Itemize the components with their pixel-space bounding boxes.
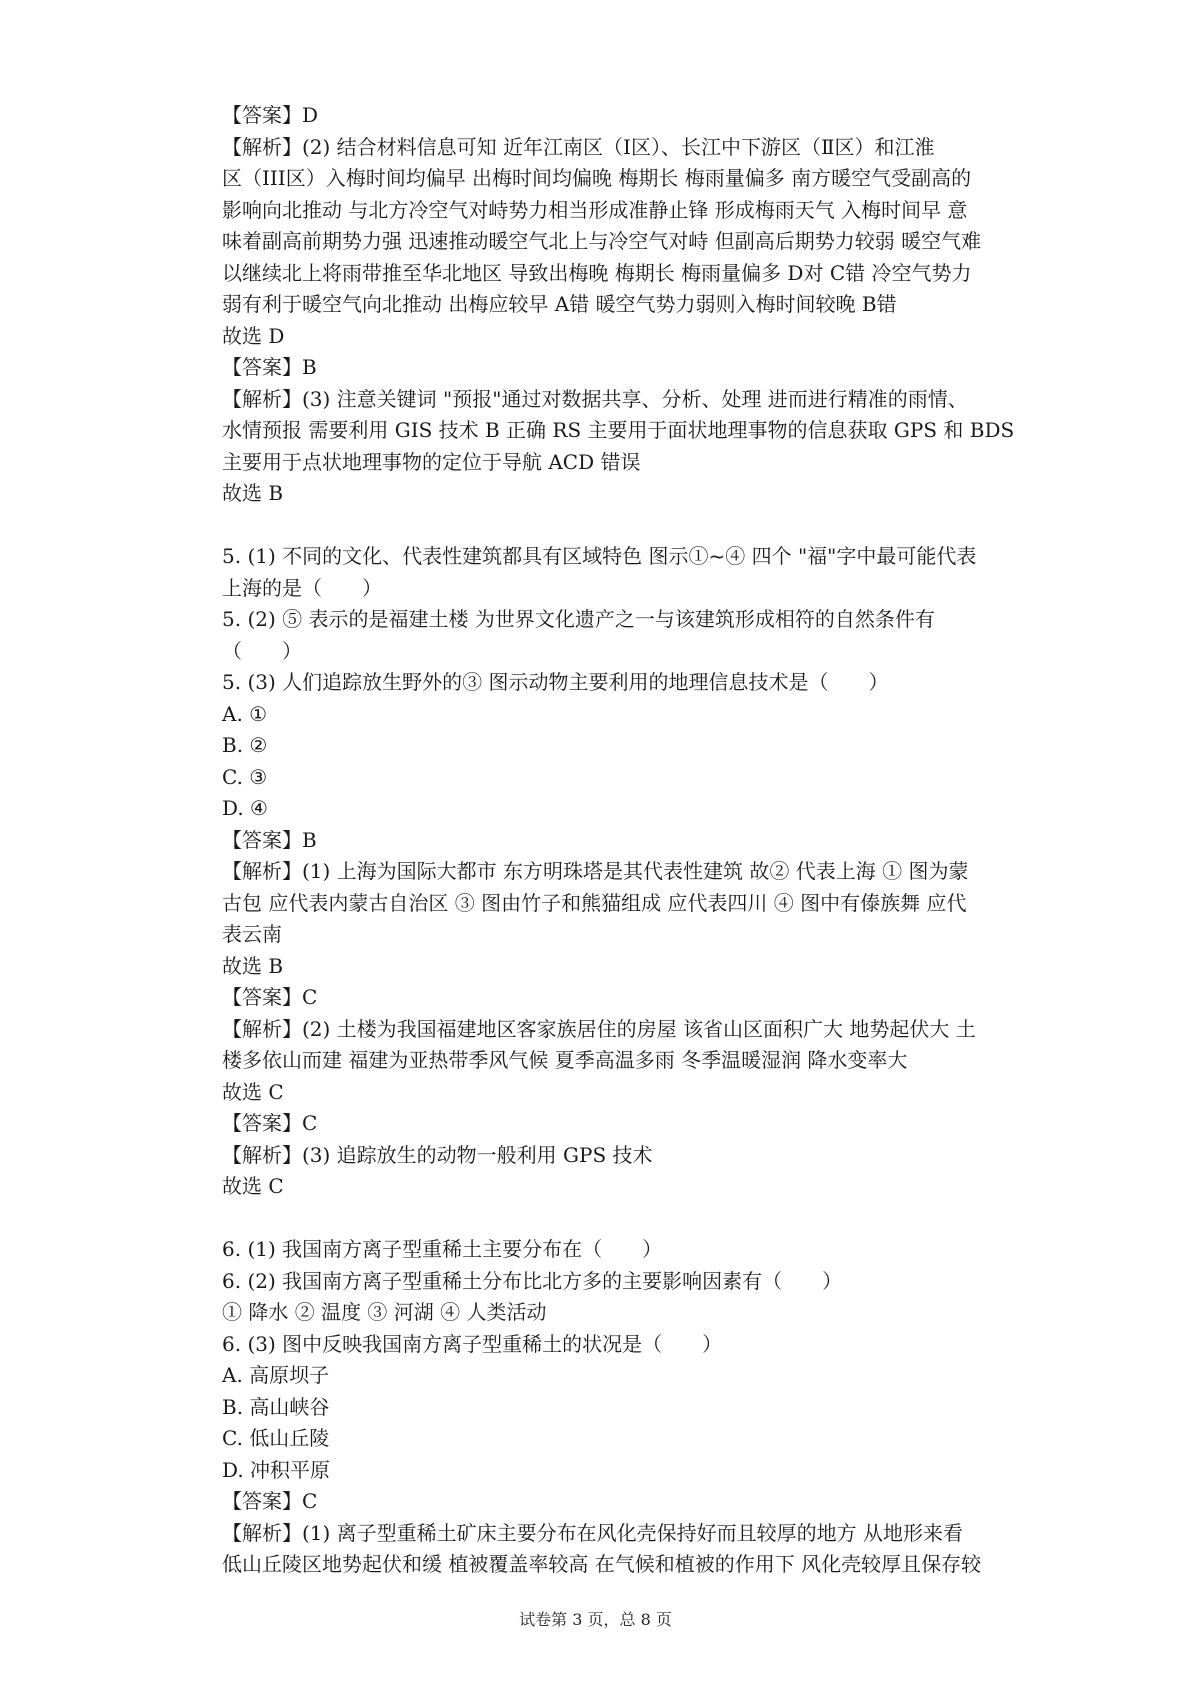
blank-line [222,510,1022,542]
text-line: 故选 D [222,323,285,348]
text-line: 6. (3) 图中反映我国南方离子型重稀土的状况是（ ） [222,1331,723,1356]
text-line: 【答案】C [222,1111,318,1135]
text-line: C. 低山丘陵 [222,1426,330,1450]
text-line: A. ① [222,701,268,726]
text-line: 【答案】B [222,355,317,379]
page-body [222,100,1022,1581]
text-line: 【答案】C [222,985,318,1009]
text-line: ① 降水 ② 温度 ③ 河湖 ④ 人类活动 [222,1300,547,1324]
text-line: 【解析】(3) 注意关键词 "预报"通过对数据共享、分析、处理 进而进行精准的雨情、 [222,386,968,411]
text-line: D. 冲积平原 [222,1457,331,1482]
text-line: 6. (2) 我国南方离子型重稀土分布比北方多的主要影响因素有（ ） [222,1268,843,1293]
text-line: 以继续北上将雨带推至华北地区 导致出梅晚 梅期长 梅雨量偏多 D对 C错 冷空气势力 [222,260,972,285]
text-line: 弱有利于暖空气向北推动 出梅应较早 A错 暖空气势力弱则入梅时间较晚 B错 [222,292,897,316]
text-line: 楼多依山而建 福建为亚热带季风气候 夏季高温多雨 冬季温暖湿润 降水变率大 [222,1048,908,1072]
text-line: 上海的是（ ） [222,575,382,600]
text-line: 【解析】(3) 追踪放生的动物一般利用 GPS 技术 [222,1142,653,1167]
text-line: 5. (1) 不同的文化、代表性建筑都具有区域特色 图示①~④ 四个 "福"字中最可能代表 [222,544,977,568]
text-line: 影响向北推动 与北方冷空气对峙势力相当形成准静止锋 形成梅雨天气 入梅时间早 意 [222,197,968,222]
text-line: 6. (1) 我国南方离子型重稀土主要分布在（ ） [222,1237,663,1261]
text-line: B. ② [222,733,268,757]
text-line: 【解析】(2) 土楼为我国福建地区客家族居住的房屋 该省山区面积广大 地势起伏大 土 [222,1016,976,1041]
text-line: 5. (3) 人们追踪放生野外的③ 图示动物主要利用的地理信息技术是（ ） [222,670,889,694]
text-line: 味着副高前期势力强 迅速推动暖空气北上与冷空气对峙 但副高后期势力较弱 暖空气难 [222,229,982,253]
text-line: 主要用于点状地理事物的定位于导航 ACD 错误 [222,449,641,474]
text-line: 【解析】(2) 结合材料信息可知 近年江南区（Ⅰ区）、长江中下游区（Ⅱ区）和江淮 [222,134,935,159]
text-line: 古包 应代表内蒙古自治区 ③ 图由竹子和熊猫组成 应代表四川 ④ 图中有傣族舞 应代 [222,890,967,915]
text-line: 【答案】D [222,103,319,127]
text-line: D. ④ [222,796,268,820]
text-line: 故选 C [222,1174,284,1198]
text-line: A. 高原坝子 [222,1363,330,1387]
text-line: 区（III区）入梅时间均偏早 出梅时间均偏晚 梅期长 梅雨量偏多 南方暖空气受副高的 [222,166,972,190]
text-line: C. ③ [222,764,268,789]
blank-line [222,1203,1022,1235]
text-line: 故选 B [222,481,284,505]
text-line: 【解析】(1) 上海为国际大都市 东方明珠塔是其代表性建筑 故② 代表上海 ① 图为蒙 [222,859,969,883]
text-line: B. 高山峡谷 [222,1394,330,1419]
text-line: 水情预报 需要利用 GIS 技术 B 正确 RS 主要用于面状地理事物的信息获取 GPS 和 BDS [222,418,1015,442]
text-line: 故选 C [222,1079,284,1104]
text-line: 【解析】(1) 离子型重稀土矿床主要分布在风化壳保持好而且较厚的地方 从地形来看 [222,1520,964,1545]
text-line: 低山丘陵区地势起伏和缓 植被覆盖率较高 在气候和植被的作用下 风化壳较厚且保存较 [222,1552,982,1576]
text-line: 【答案】B [222,827,317,852]
text-line: 5. (2) ⑤ 表示的是福建土楼 为世界文化遗产之一与该建筑形成相符的自然条件有 [222,607,935,631]
text-line: （ ） [222,638,302,663]
text-line: 【答案】C [222,1489,318,1513]
page-footer: 试卷第 3 页，总 8 页 [519,1610,672,1629]
text-line: 表云南 [222,922,282,946]
text-line: 故选 B [222,953,284,978]
